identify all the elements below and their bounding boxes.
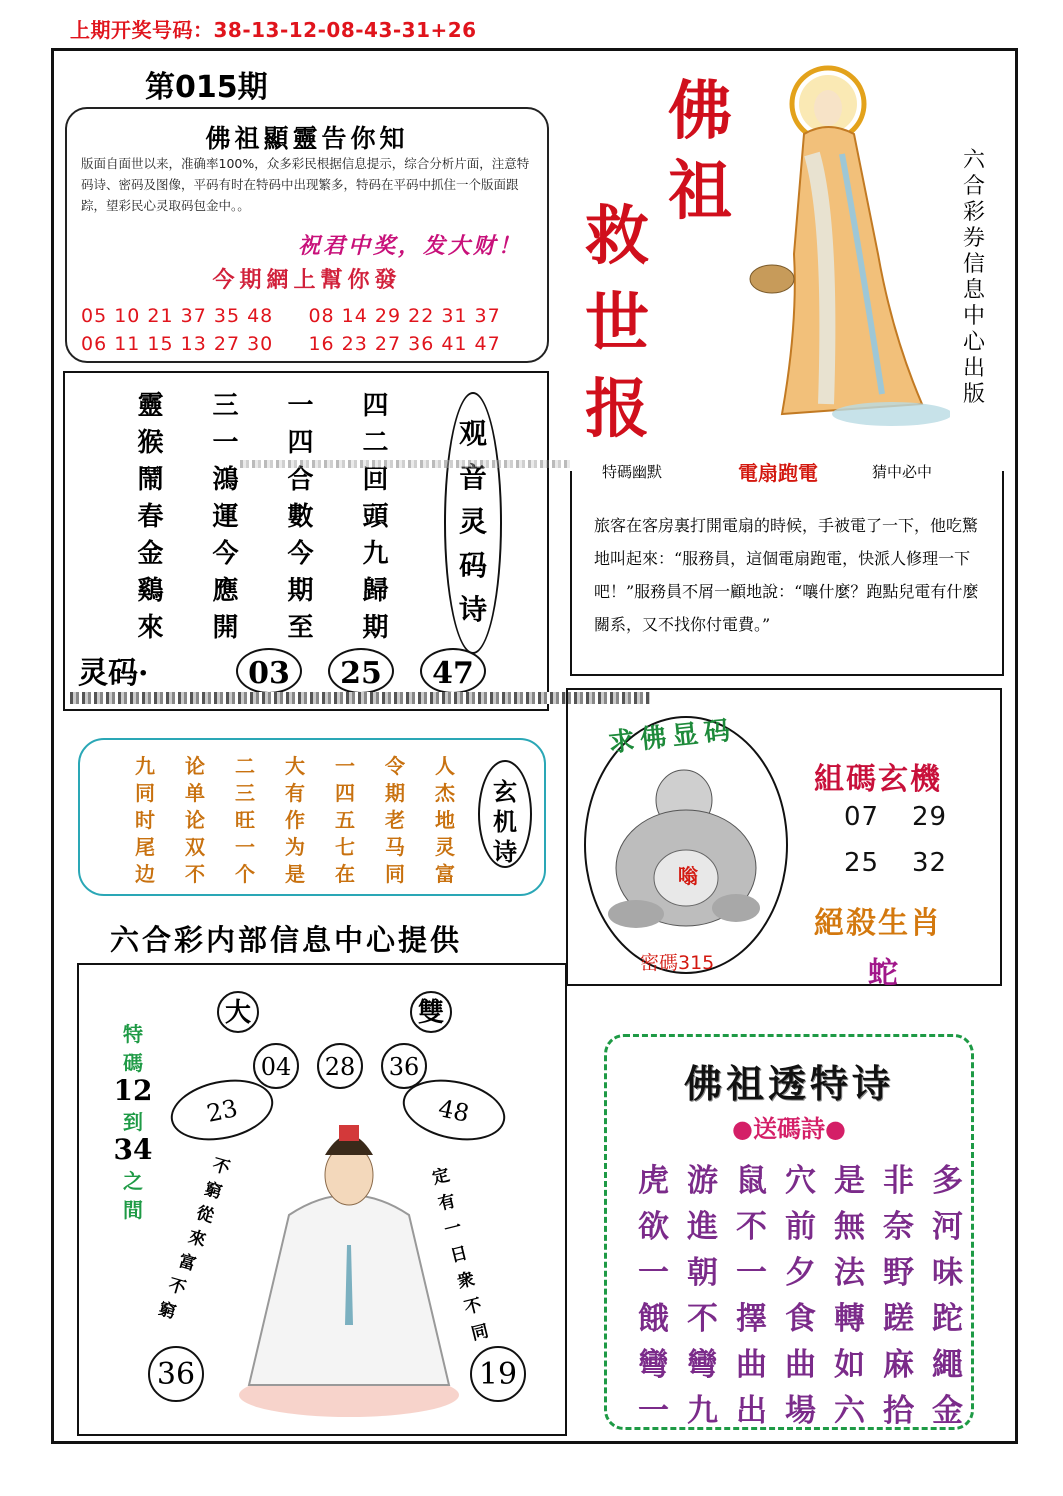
te-poem-char: 奈 — [883, 1209, 914, 1245]
te-poem-char: 味 — [932, 1255, 963, 1291]
corner-number-left: 36 — [148, 1346, 204, 1402]
poem-char: 運 — [212, 502, 239, 532]
top-number-circle: 04 — [253, 1043, 299, 1089]
te-poem-char: 法 — [834, 1255, 865, 1291]
xuanji-char: 不 — [185, 862, 205, 886]
te-poem-char: 繩 — [932, 1347, 963, 1383]
xuanji-char: 同 — [135, 781, 155, 805]
big-circle: 大 — [217, 991, 259, 1033]
te-from: 12 — [113, 1074, 153, 1107]
te-poem-char: 出 — [736, 1393, 767, 1429]
xuanji-char: 同 — [385, 862, 405, 886]
xuanji-char: 富 — [435, 862, 455, 886]
xuanji-char: 大 — [285, 754, 305, 778]
right-verse-char: 日 — [448, 1243, 470, 1267]
poem-char: 靈 — [137, 391, 164, 421]
left-verse-char: 不 — [166, 1275, 188, 1299]
te-poem-char: 非 — [883, 1163, 914, 1199]
te-poem-char: 曲 — [736, 1347, 767, 1383]
te-poem-char: 進 — [687, 1209, 718, 1245]
te-poem-char: 前 — [785, 1209, 816, 1245]
zuma-code: 密碼315 — [640, 952, 715, 974]
poem-char: 至 — [287, 613, 314, 643]
te-poem-char: 不 — [736, 1209, 767, 1245]
hero-char-2: 祖 — [668, 154, 732, 229]
xuanji-char: 论 — [185, 754, 205, 778]
te-poem-subtitle: ●送碼詩● — [732, 1114, 846, 1143]
zuma-oval-title: 求佛显码 — [607, 715, 738, 759]
top-number-circle: 28 — [317, 1043, 363, 1089]
joke-title: 電扇跑電 — [738, 461, 818, 485]
joke-label-left: 特碼幽默 — [602, 463, 663, 481]
poem-char: 鬧 — [137, 465, 164, 495]
web-title: 今期網上幫你發 — [212, 267, 402, 293]
jian-label: 間 — [123, 1198, 143, 1222]
te-poem-char: 鼠 — [736, 1163, 767, 1199]
zuma-title: 組碼玄機 — [814, 762, 942, 797]
xuanji-char: 令 — [385, 754, 405, 778]
te-poem-char: 轉 — [834, 1301, 865, 1337]
xuanji-grid — [120, 750, 470, 885]
te-poem-char: 一 — [736, 1255, 767, 1291]
intro-body: 版面自面世以来，准确率100%，众多彩民根据信息提示，综合分析片面，注意特码诗、密码及图像，平码有时在特码中出现繁多，特码在平码中抓住一个版面跟踪，望彩民心灵取码包金中。。 — [81, 156, 530, 213]
provider-line: 六合彩内部信息中心提供 — [110, 923, 463, 957]
te-poem-char: 跎 — [932, 1301, 963, 1337]
right-verse-char: 有 — [436, 1191, 458, 1215]
poem-char: 數 — [287, 502, 314, 532]
te-poem-char: 六 — [834, 1393, 865, 1429]
poem-grid — [113, 385, 413, 644]
poem-title-char: 诗 — [458, 593, 487, 626]
right-verse-char: 定 — [430, 1165, 452, 1189]
joke-header — [572, 459, 1002, 485]
guanyin-standing-illustration — [742, 64, 950, 434]
joke-label-right: 猜中必中 — [872, 463, 933, 481]
xuanji-char: 个 — [235, 862, 255, 886]
xuanji-char: 三 — [235, 781, 255, 805]
te-label: 特 — [123, 1022, 143, 1046]
te-poem-char: 一 — [638, 1393, 669, 1429]
te-poem-char: 彎 — [638, 1347, 669, 1383]
right-number-oval: 48 — [397, 1071, 511, 1149]
te-poem-char: 是 — [834, 1163, 865, 1199]
xuanji-char: 马 — [385, 835, 405, 859]
xuanji-char: 五 — [335, 808, 355, 832]
zuma-number: 25 — [844, 848, 880, 878]
poem-char: 金 — [137, 539, 164, 569]
poem-char: 期 — [287, 576, 314, 606]
poem-char: 四 — [362, 391, 389, 421]
kill-zodiac-title: 絕殺生肖 — [814, 906, 942, 941]
left-verse-char: 富 — [176, 1251, 198, 1275]
xuanji-char: 论 — [185, 808, 205, 832]
poem-char: 來 — [137, 613, 164, 643]
xuanji-char: 一 — [335, 754, 355, 778]
poem-char: 九 — [362, 539, 389, 569]
te-poem-char: 餓 — [638, 1301, 669, 1337]
to-label: 到 — [123, 1110, 143, 1134]
xuanji-poem-box — [78, 738, 546, 896]
poem-char: 頭 — [362, 502, 389, 532]
xuanji-char: 七 — [335, 835, 355, 859]
te-poem-char: 野 — [883, 1255, 914, 1291]
poem-title-char: 观 — [458, 417, 487, 450]
joke-box — [570, 461, 1004, 676]
lingma-label: 灵码· — [78, 656, 149, 691]
te-poem-char: 蹉 — [883, 1301, 914, 1337]
poem-char: 期 — [362, 613, 389, 643]
intro-box — [65, 107, 549, 363]
zuma-center-char: 嗡 — [678, 864, 698, 888]
double-circle: 雙 — [410, 991, 452, 1033]
left-verse-char: 來 — [186, 1227, 208, 1251]
poem-char: 開 — [212, 613, 239, 643]
last-draw-line: 上期开奖号码：38-13-12-08-43-31+26 — [70, 18, 477, 42]
scan-artifact-strip — [240, 460, 570, 468]
zuma-box — [566, 688, 1002, 991]
te-poem-char: 拾 — [883, 1393, 914, 1429]
poem-char: 三 — [212, 391, 239, 421]
xuanji-char: 旺 — [235, 808, 255, 832]
xuanji-char: 地 — [435, 808, 455, 832]
te-poem-char: 如 — [834, 1347, 865, 1383]
te-to: 34 — [113, 1133, 153, 1166]
left-verse-char: 窮 — [202, 1179, 224, 1203]
intro-title: 佛祖顯靈告你知 — [205, 124, 409, 153]
te-poem-char: 食 — [785, 1301, 816, 1337]
poem-char: 今 — [287, 539, 314, 569]
zuma-number: 07 — [844, 802, 880, 832]
xuanji-char: 杰 — [435, 781, 455, 805]
te-poem-grid — [629, 1155, 972, 1431]
hero-char-1: 佛 — [668, 74, 732, 149]
poem-title-char: 音 — [458, 461, 487, 494]
hero-char-4: 世 — [585, 286, 649, 361]
te-poem-char: 欲 — [638, 1209, 669, 1245]
xuanji-char: 人 — [435, 754, 455, 778]
xuanji-char: 为 — [285, 835, 305, 859]
te-poem-char: 無 — [834, 1209, 865, 1245]
scan-artifact-strip — [70, 692, 650, 704]
number-row-2: 06 11 15 13 27 30 16 23 27 36 41 47 — [81, 333, 501, 355]
xuanji-char: 是 — [285, 862, 305, 886]
poem-title-char: 灵 — [458, 505, 487, 538]
left-number-oval: 23 — [165, 1071, 279, 1149]
xuanji-char: 期 — [385, 781, 405, 805]
te-poem-char: 曲 — [785, 1347, 816, 1383]
right-verse-char: 衆 — [455, 1269, 477, 1293]
lingma-number: 25 — [328, 648, 394, 694]
te-poem-char: 虎 — [638, 1163, 669, 1199]
hero-char-3: 救 — [585, 199, 649, 274]
poem-char: 二 — [362, 428, 389, 458]
xuanji-char: 单 — [185, 781, 205, 805]
poem-char: 回 — [362, 465, 389, 495]
poem-char: 今 — [212, 539, 239, 569]
poem-char: 春 — [137, 502, 164, 532]
poem-char: 鷄 — [137, 576, 164, 606]
xuanji-char: 在 — [335, 862, 355, 886]
te-poem-char: 九 — [687, 1393, 718, 1429]
xuanji-char: 边 — [135, 862, 155, 886]
te-poem-char: 穴 — [785, 1163, 816, 1199]
xuanji-title-oval — [478, 760, 532, 868]
te-poem-title: 佛祖透特诗 — [683, 1061, 894, 1106]
number-row-1: 05 10 21 37 35 48 08 14 29 22 31 37 — [81, 305, 501, 327]
xuanji-char: 有 — [285, 781, 305, 805]
xuanji-title-char: 诗 — [493, 837, 517, 866]
poem-char: 一 — [287, 391, 314, 421]
right-verse-char: 一 — [442, 1217, 464, 1241]
te-poem-char: 夕 — [785, 1255, 816, 1291]
xuanji-char: 作 — [285, 808, 305, 832]
xuanji-char: 二 — [235, 754, 255, 778]
corner-number-right: 19 — [470, 1346, 526, 1402]
te-poem-char: 河 — [932, 1209, 963, 1245]
poem-title-oval — [444, 392, 502, 654]
xuanji-char: 双 — [185, 835, 205, 859]
hero-char-5: 报 — [585, 372, 649, 447]
publisher-vertical: 六合彩券信息中心出版 — [962, 148, 985, 407]
kill-zodiac-value: 蛇 — [868, 956, 898, 991]
zhi-label: 之 — [123, 1169, 143, 1193]
lingma-number: 03 — [236, 648, 302, 694]
te-poem-char: 朝 — [687, 1255, 718, 1291]
poem-char: 四 — [287, 428, 314, 458]
top-number-circle: 36 — [381, 1043, 427, 1089]
te-poem-char: 不 — [687, 1301, 718, 1337]
te-poem-char: 彎 — [687, 1347, 718, 1383]
issue-number: 第015期 — [145, 70, 268, 105]
xuanji-title-char: 玄 — [493, 777, 517, 806]
poem-char: 合 — [287, 465, 314, 495]
ma-label: 碼 — [123, 1051, 143, 1075]
te-ma-range — [110, 1018, 156, 1223]
joke-body: 旅客在客房裏打開電扇的時候，手被電了一下，他吃驚地叫起來：“服務員，這個電扇跑電，快派人修理一下吧！”服務員不屑一顧地說：“嚷什麼？跑點兒電有什麼關系，又不找你付電費。” — [594, 516, 979, 634]
te-poem-char: 多 — [932, 1163, 963, 1199]
xuanji-char: 一 — [235, 835, 255, 859]
zuma-number: 29 — [912, 802, 948, 832]
xuanji-char: 四 — [335, 781, 355, 805]
left-verse-char: 不 — [210, 1155, 232, 1179]
te-poem-char: 麻 — [883, 1347, 914, 1383]
xuanji-char: 尾 — [135, 835, 155, 859]
poem-char: 歸 — [362, 576, 389, 606]
xuanji-char: 老 — [385, 808, 405, 832]
poem-title-char: 码 — [458, 549, 487, 582]
xuanji-char: 九 — [135, 754, 155, 778]
te-poem-char: 場 — [785, 1393, 816, 1429]
xuanji-char: 时 — [135, 808, 155, 832]
poem-char: 鴻 — [212, 465, 239, 495]
xuanji-title-char: 机 — [493, 807, 517, 836]
lingma-number: 47 — [420, 648, 486, 694]
poem-char: 猴 — [137, 428, 164, 458]
right-verse-char: 不 — [462, 1295, 484, 1319]
te-poem-char: 金 — [932, 1393, 963, 1429]
xuanji-char: 灵 — [435, 835, 455, 859]
te-poem-char: 一 — [638, 1255, 669, 1291]
left-verse-char: 從 — [194, 1203, 216, 1227]
te-poem-char: 游 — [687, 1163, 718, 1199]
poem-char: 應 — [212, 576, 239, 606]
poem-char: 一 — [212, 428, 239, 458]
right-verse-char: 同 — [469, 1321, 491, 1345]
zuma-number: 32 — [912, 848, 948, 878]
left-verse-char: 窮 — [156, 1299, 178, 1323]
te-poem-char: 擇 — [736, 1301, 767, 1337]
wish-text: 祝君中奖，发大财！ — [297, 234, 523, 259]
te-poem-box — [604, 1034, 974, 1430]
